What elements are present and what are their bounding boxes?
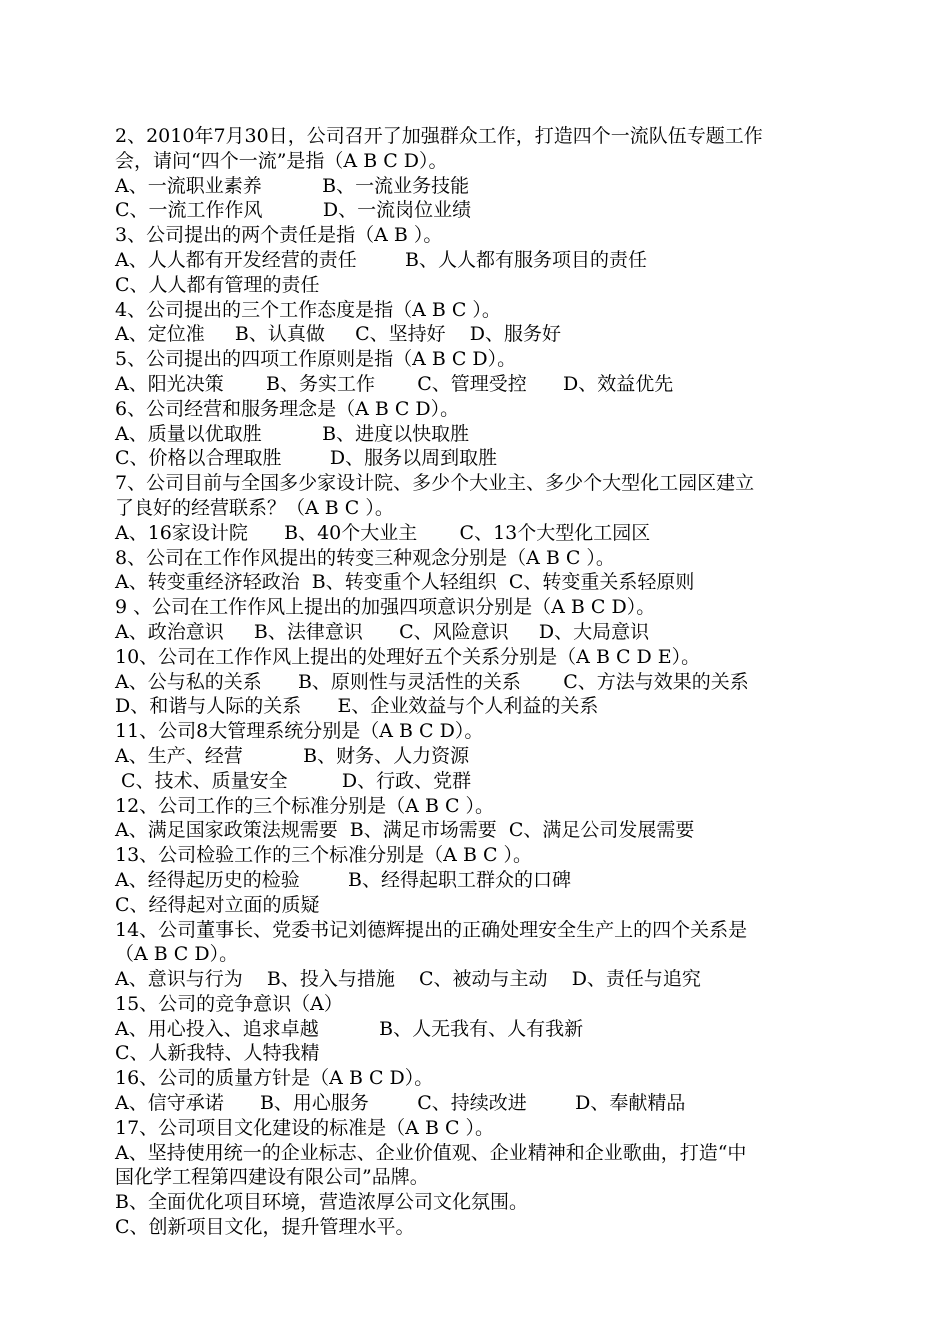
text-line: 4、公司提出的三个工作态度是指（A B C ）。 [115, 298, 501, 321]
text-line: C、技术、质量安全 D、行政、党群 [115, 769, 472, 792]
text-line: A、满足国家政策法规需要 B、满足市场需要 C、满足公司发展需要 [115, 819, 695, 842]
text-line: 9 、公司在工作作风上提出的加强四项意识分别是（A B C D）。 [115, 596, 656, 619]
text-line: A、一流职业素养 B、一流业务技能 [115, 174, 470, 197]
text-line: A、定位准 B、认真做 C、坚持好 D、服务好 [115, 323, 562, 346]
text-line: A、信守承诺 B、用心服务 C、持续改进 D、奉献精品 [115, 1092, 686, 1115]
text-line: 3、公司提出的两个责任是指（A B ）。 [115, 224, 443, 247]
text-line: A、经得起历史的检验 B、经得起职工群众的口碑 [115, 868, 572, 891]
text-line: 14、公司董事长、党委书记刘德辉提出的正确处理安全生产上的四个关系是 [115, 918, 748, 941]
text-line: 5、公司提出的四项工作原则是指（A B C D）。 [115, 348, 517, 371]
document-body [115, 124, 855, 1240]
text-line: C、人人都有管理的责任 [115, 273, 320, 296]
text-line: A、意识与行为 B、投入与措施 C、被动与主动 D、责任与追究 [115, 968, 701, 991]
text-line: 13、公司检验工作的三个标准分别是（A B C ）。 [115, 844, 533, 867]
text-line: A、质量以优取胜 B、进度以快取胜 [115, 422, 470, 445]
text-line: A、用心投入、追求卓越 B、人无我有、人有我新 [115, 1017, 584, 1040]
text-line: D、和谐与人际的关系 E、企业效益与个人利益的关系 [115, 695, 599, 718]
text-line: C、人新我特、人特我精 [115, 1042, 320, 1065]
text-line: A、阳光决策 B、务实工作 C、管理受控 D、效益优先 [115, 372, 674, 395]
text-line: B、全面优化项目环境，营造浓厚公司文化氛围。 [115, 1191, 528, 1214]
text-line: A、公与私的关系 B、原则性与灵活性的关系 C、方法与效果的关系 [115, 670, 749, 693]
text-line: A、生产、经营 B、财务、人力资源 [115, 744, 470, 767]
text-line: 15、公司的竞争意识（A） [115, 992, 343, 1015]
text-line: A、政治意识 B、法律意识 C、风险意识 D、大局意识 [115, 620, 650, 643]
text-line: 17、公司项目文化建设的标准是（A B C ）。 [115, 1116, 495, 1139]
text-line: 8、公司在工作作风提出的转变三种观念分别是（A B C ）。 [115, 546, 615, 569]
text-line: 12、公司工作的三个标准分别是（A B C ）。 [115, 794, 495, 817]
text-line: C、价格以合理取胜 D、服务以周到取胜 [115, 447, 498, 470]
text-line: C、创新项目文化，提升管理水平。 [115, 1216, 415, 1239]
text-line: 2、2010年7月30日，公司召开了加强群众工作，打造四个一流队伍专题工作 [115, 125, 763, 147]
text-line: 11、公司8大管理系统分别是（A B C D）。 [115, 720, 484, 743]
text-line: C、经得起对立面的质疑 [115, 893, 320, 916]
text-line: 了良好的经营联系？（A B C ）。 [115, 496, 394, 519]
text-line: 10、公司在工作作风上提出的处理好五个关系分别是（A B C D E）。 [115, 645, 701, 668]
text-line: 6、公司经营和服务理念是（A B C D）。 [115, 397, 460, 420]
text-line: 会，请问“四个一流”是指（A B C D）。 [115, 149, 448, 172]
text-line: 16、公司的质量方针是（A B C D）。 [115, 1067, 434, 1090]
text-line: A、16家设计院 B、40个大业主 C、13个大型化工园区 [115, 521, 651, 544]
text-line: A、坚持使用统一的企业标志、企业价值观、企业精神和企业歌曲，打造“中 [115, 1141, 747, 1164]
text-line: A、人人都有开发经营的责任 B、人人都有服务项目的责任 [115, 248, 648, 271]
text-line: A、转变重经济轻政治 B、转变重个人轻组织 C、转变重关系轻原则 [115, 571, 695, 594]
text-line: C、一流工作作风 D、一流岗位业绩 [115, 199, 472, 222]
text-line: （A B C D）。 [115, 943, 239, 966]
text-line: 国化学工程第四建设有限公司”品牌。 [115, 1166, 429, 1189]
text-line: 7、公司目前与全国多少家设计院、多少个大业主、多少个大型化工园区建立 [115, 472, 755, 495]
